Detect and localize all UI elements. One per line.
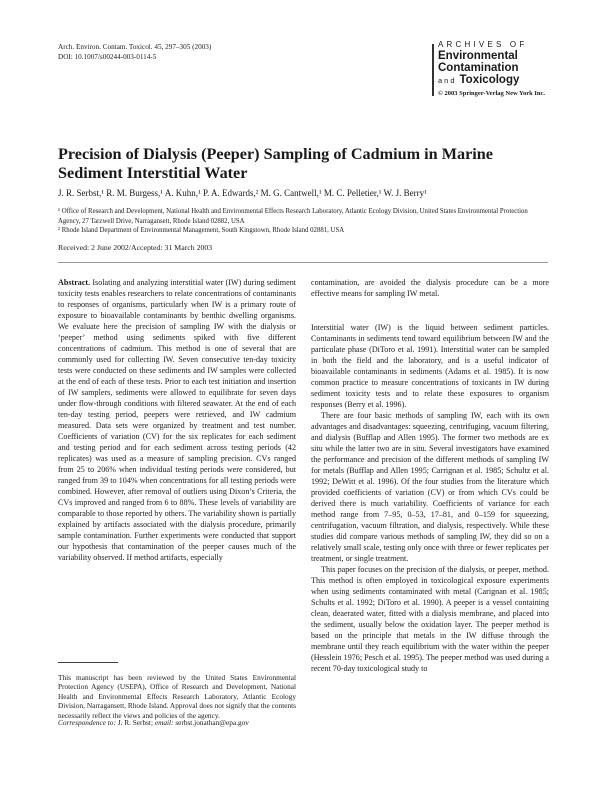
logo-contamination: Contamination — [438, 62, 519, 74]
right-column — [311, 277, 549, 674]
footnote-rule — [58, 662, 118, 663]
received-dates: Received: 2 June 2002/Accepted: 31 March 2003 — [58, 243, 213, 252]
logo-toxicology-line — [438, 74, 562, 87]
affiliation-2: ² Rhode Island Department of Environmental Management, South Kingstown, Rhode Island 02881, USA — [58, 227, 345, 234]
logo-toxicology: Toxicology — [459, 74, 520, 86]
email-address: serbst.jonathan@epa.gov — [175, 718, 249, 727]
journal-doi: DOI: 10.1007/s00244-003-0114-5 — [58, 53, 157, 61]
correspondence — [58, 718, 296, 727]
abstract — [58, 277, 296, 563]
paper-title: Precision of Dialysis (Peeper) Sampling of Cadmium in Marine Sediment Interstitial Water — [58, 145, 493, 182]
copyright: © 2003 Springer-Verlag New York Inc. — [438, 90, 546, 97]
intro-paragraph-2: There are four basic methods of sampling IW, each with its own advantages and disadvantages: squeezing, centrifuging, vacuum filtering, and dialysis (Bufflap and Allen 1995). The former two methods are ex situ while the latter two are in situ. Several investigators have examined the performance and precision of the different methods of sampling IW for metals (Bufflap and Allen 1995; Carrignan et al. 1985; Schultz et al. 1992; DeWitt et al. 1996). Of the four studies from the literature which provided coefficients of variation (CV) or from which CVs could be derived there is much variability. Coefficients of variance for each method range from 7–95, 0–53, 17–81, and 0–159 for squeezing, centrifugation, vacuum filtration, and dialysis, respectively. While these studies did compare various methods of sampling IW, they did so on a relatively small scale, testing only once with three or fewer replicates per treatment, or single treatment. — [311, 411, 549, 563]
logo-and: and — [438, 76, 457, 85]
logo-environmental: Environmental — [438, 50, 518, 62]
logo-archives: ARCHIVES OF — [438, 40, 528, 49]
footnote: This manuscript has been reviewed by the United States Environmental Protection Agency (USEPA), Office of Research and Development, National Health and Environmental Effects Research Laboratory, Atlantic Ecology Division, Narragansett, Rhode Island. Approval does not signify that the contents necessarily reflect the views and policies of the agency. — [58, 673, 296, 720]
author-list: J. R. Serbst,¹ R. M. Burgess,¹ A. Kuhn,¹ P. A. Edwards,² M. G. Cantwell,¹ M. C. Pelletier,¹ W. J. Berry¹ — [58, 188, 427, 198]
intro-paragraph-1: Interstitial water (IW) is the liquid between sediment particles. Contaminants in sediments tend toward equilibrium between IW and the particulate phase (DiToro et al. 1991). Interstitial water can be sampled in both the field and the laboratory, and is a useful indicator of bioavailable contaminants in sediments (Adams et al. 1985). It is now common practice to measure concentrations of toxicants in IW during sediment toxicity tests and to relate these exposures to organism responses (Berry et al. 1996). — [311, 323, 549, 409]
abstract-text: Isolating and analyzing interstitial water (IW) during sediment toxicity tests enables researchers to relate concentrations of contaminants to responses of organisms, particularly when IW is a primary route of exposure to bioavailable contaminants by benthic dwelling organisms. We evaluate here the precision of sampling IW with the dialysis or ‘peeper’ method using sediments spiked with five different concentrations of cadmium. This method is one of several that are commonly used for collecting IW. Seven consecutive ten-day toxicity tests were conducted on these sediments and IW samples were collected at the end of each of these tests. Prior to each test initiation and insertion of IW samplers, sediments were allowed to equilibrate for seven days under flow-through conditions with filtered seawater. At the end of each ten-day testing period, peepers were retrieved, and IW cadmium measured. Data sets were organized by treatment and test number. Coefficients of variation (CV) for the six replicates for each sediment and testing period and for each sediment across testing periods (42 replicates) was used as a measure of sampling precision. CVs ranged from 25 to 206% when individual testing periods were considered, but ranged from 39 to 104% when concentrations for all testing periods were combined. However, after removal of outliers using Dixon’s Criteria, the CVs improved and ranged from 6 to 88%. These levels of variability are comparable to those reported by others. The variability shown is partially explained by artifacts associated with the dialysis procedure, primarily sample contamination. Further experiments were conducted that support our hypothesis that contamination of the peeper causes much of the variability observed. If method artifacts, especially — [58, 278, 296, 562]
journal-reference — [58, 42, 211, 62]
journal-logo — [432, 40, 562, 97]
affiliation-1: ¹ Office of Research and Development, National Health and Environmental Effects Research Laboratory, Atlantic Ecology Division, United States Environmental Protection Agency, 27 Tarzwell Drive, Narragansett, Rhode Island 02882, USA — [58, 208, 528, 225]
abstract-label: Abstract. — [58, 278, 91, 287]
journal-citation: Arch. Environ. Contam. Toxicol. 45, 297–305 (2003) — [58, 43, 212, 51]
abstract-continuation: contamination, are avoided the dialysis procedure can be a more effective means for sampling IW metal. — [311, 278, 549, 298]
logo-rule — [432, 44, 434, 96]
email-label: email: — [154, 718, 174, 727]
correspondence-name: J. R. Serbst; — [117, 718, 153, 727]
intro-paragraph-3: This paper focuses on the precision of the dialysis, or peeper, method. This method is often employed in toxicological exposure experiments when using sediments contaminated with metal (Carignan et al. 1985; Schults et al. 1992; DiToro et al. 1990). A peeper is a vessel containing clean, deaerated water, fitted with a dialysis membrane, and placed into the sediment, usually below the oxidation layer. The peeper method is based on the principle that metals in the IW diffuse through the membrane until they reach equilibrium with the water within the peeper (Hesslein 1976; Pesch et al. 1995). The peeper method was used during a recent 70-day toxicological study to — [311, 565, 549, 673]
header-divider — [58, 262, 548, 263]
correspondence-label: Correspondence to: — [58, 718, 116, 727]
affiliations — [58, 207, 548, 236]
